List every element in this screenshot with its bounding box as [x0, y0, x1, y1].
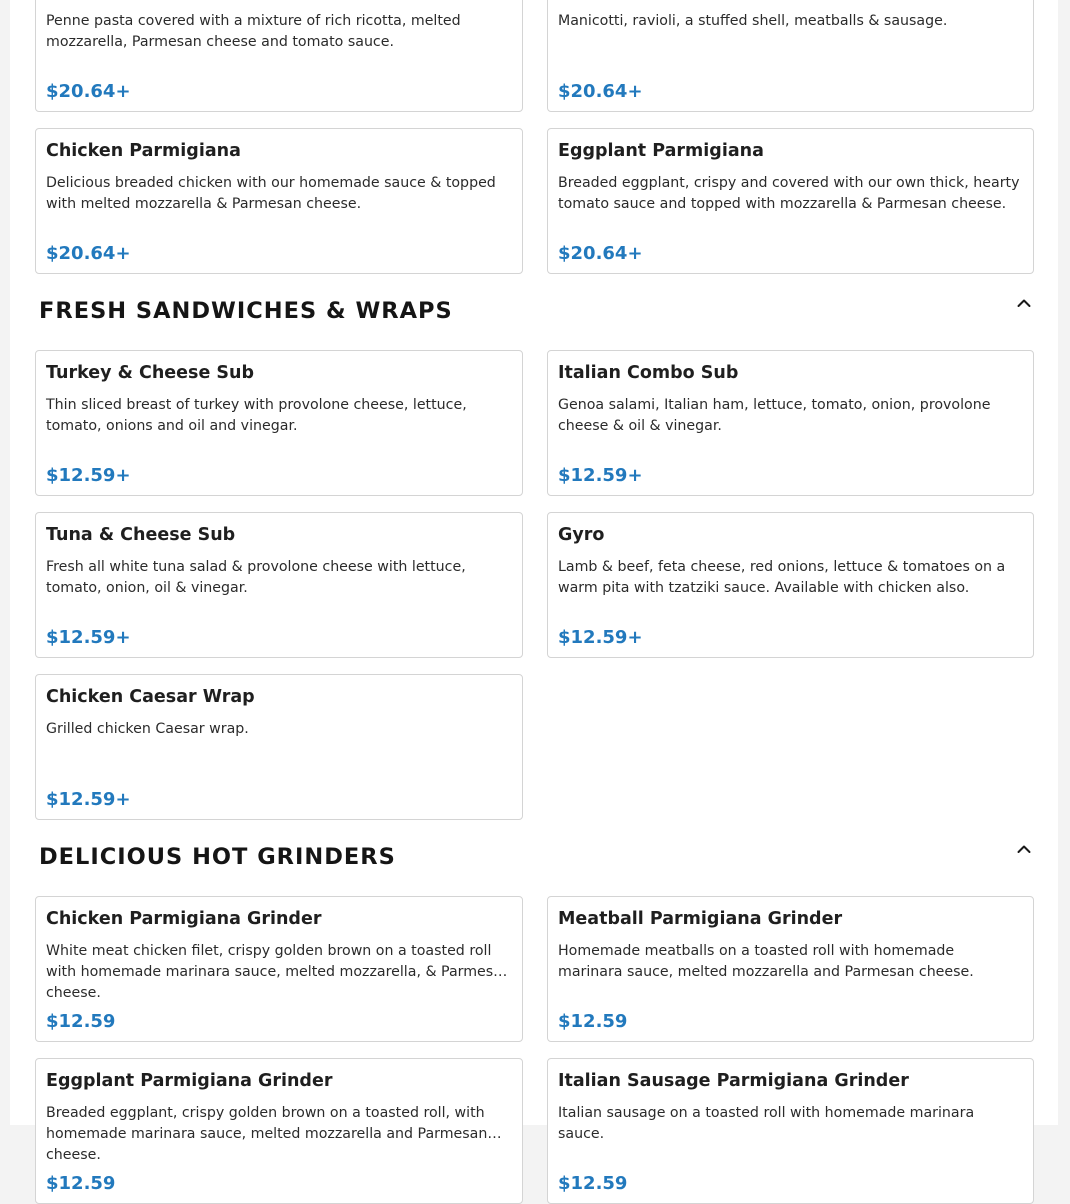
menu-item-name: Gyro: [558, 525, 605, 545]
menu-item-card[interactable]: [35, 674, 523, 820]
menu-item-description: Italian sausage on a toasted roll with homemade marinara sauce.: [558, 1105, 975, 1142]
menu-item-price: $12.59: [558, 1011, 628, 1032]
menu-item-card[interactable]: [547, 1058, 1034, 1204]
menu-item-card[interactable]: [547, 0, 1034, 112]
menu-item-price: $12.59+: [46, 789, 131, 810]
menu-item-description: Lamb & beef, feta cheese, red onions, lettuce & tomatoes on a warm pita with tzatziki sauce. Available with chicken also.: [558, 559, 1006, 596]
menu-item-price: $12.59: [558, 1173, 628, 1194]
menu-item-description: Genoa salami, Italian ham, lettuce, tomato, onion, provolone cheese & oil & vinegar.: [558, 397, 991, 434]
menu-item-price: $12.59+: [46, 627, 131, 648]
menu-item-card[interactable]: [547, 896, 1034, 1042]
menu-item-card[interactable]: [547, 512, 1034, 658]
menu-item-price: $12.59: [46, 1173, 116, 1194]
menu-item-card[interactable]: [35, 512, 523, 658]
menu-item-name: Meatball Parmigiana Grinder: [558, 909, 843, 929]
menu-item-price: $12.59+: [46, 465, 131, 486]
menu-item-description: Delicious breaded chicken with our homemade sauce & topped with melted mozzarella & Parmesan cheese.: [46, 175, 496, 212]
menu-item-name: Eggplant Parmigiana Grinder: [46, 1071, 333, 1091]
menu-item-price: $12.59+: [558, 627, 643, 648]
menu-item-card[interactable]: [35, 128, 523, 274]
menu-item-description: Penne pasta covered with a mixture of rich ricotta, melted mozzarella, Parmesan cheese and tomato sauce.: [46, 13, 461, 50]
menu-item-description: Thin sliced breast of turkey with provolone cheese, lettuce, tomato, onions and oil and vinegar.: [46, 397, 467, 434]
menu-item-card[interactable]: [35, 350, 523, 496]
menu-item-price: $20.64+: [558, 81, 643, 102]
section-header[interactable]: [39, 274, 1034, 350]
menu-item-description: Breaded eggplant, crispy and covered with our own thick, hearty tomato sauce and topped with mozzarella & Parmesan cheese.: [558, 175, 1020, 212]
menu-item-price: $20.64+: [558, 243, 643, 264]
menu-item-card[interactable]: [35, 0, 523, 112]
menu-item-description: Grilled chicken Caesar wrap.: [46, 721, 249, 737]
menu-item-description: Breaded eggplant, crispy golden brown on a toasted roll, with homemade marinara sauce, melted mozzarella and Parmesan cheese.: [46, 1105, 488, 1163]
menu-page: [10, 0, 1058, 1194]
menu-item-card[interactable]: [35, 1058, 523, 1204]
chevron-up-icon[interactable]: [1014, 293, 1034, 313]
menu-item-name: Chicken Parmigiana Grinder: [46, 909, 322, 929]
menu-item-description: White meat chicken filet, crispy golden brown on a toasted roll with homemade marinara sauce, melted mozzarella, & Parmesan cheese.: [46, 943, 511, 1001]
menu-item-name: Eggplant Parmigiana: [558, 141, 764, 161]
menu-item-name: Italian Sausage Parmigiana Grinder: [558, 1071, 909, 1091]
menu-item-name: Chicken Parmigiana: [46, 141, 241, 161]
menu-content: [10, 0, 1058, 1204]
section-title: FRESH SANDWICHES & WRAPS: [39, 298, 453, 324]
menu-item-name: Tuna & Cheese Sub: [46, 525, 236, 545]
section-header[interactable]: [39, 820, 1034, 896]
section-title: DELICIOUS HOT GRINDERS: [39, 844, 396, 870]
menu-grid: [35, 896, 1034, 1204]
menu-grid: [35, 0, 1034, 274]
menu-item-card[interactable]: [547, 128, 1034, 274]
menu-item-price: $20.64+: [46, 243, 131, 264]
chevron-up-icon[interactable]: [1014, 839, 1034, 859]
menu-grid: [35, 350, 1034, 820]
menu-item-description: Fresh all white tuna salad & provolone cheese with lettuce, tomato, onion, oil & vinegar.: [46, 559, 466, 596]
menu-item-description: Homemade meatballs on a toasted roll with homemade marinara sauce, melted mozzarella and Parmesan cheese.: [558, 943, 974, 980]
menu-item-price: $12.59+: [558, 465, 643, 486]
menu-item-name: Italian Combo Sub: [558, 363, 739, 383]
menu-item-card[interactable]: [547, 350, 1034, 496]
menu-item-description: Manicotti, ravioli, a stuffed shell, meatballs & sausage.: [558, 13, 948, 29]
menu-item-name: Turkey & Cheese Sub: [46, 363, 255, 383]
menu-item-price: $12.59: [46, 1011, 116, 1032]
menu-item-name: Chicken Caesar Wrap: [46, 687, 255, 707]
menu-item-price: $20.64+: [46, 81, 131, 102]
menu-item-card[interactable]: [35, 896, 523, 1042]
